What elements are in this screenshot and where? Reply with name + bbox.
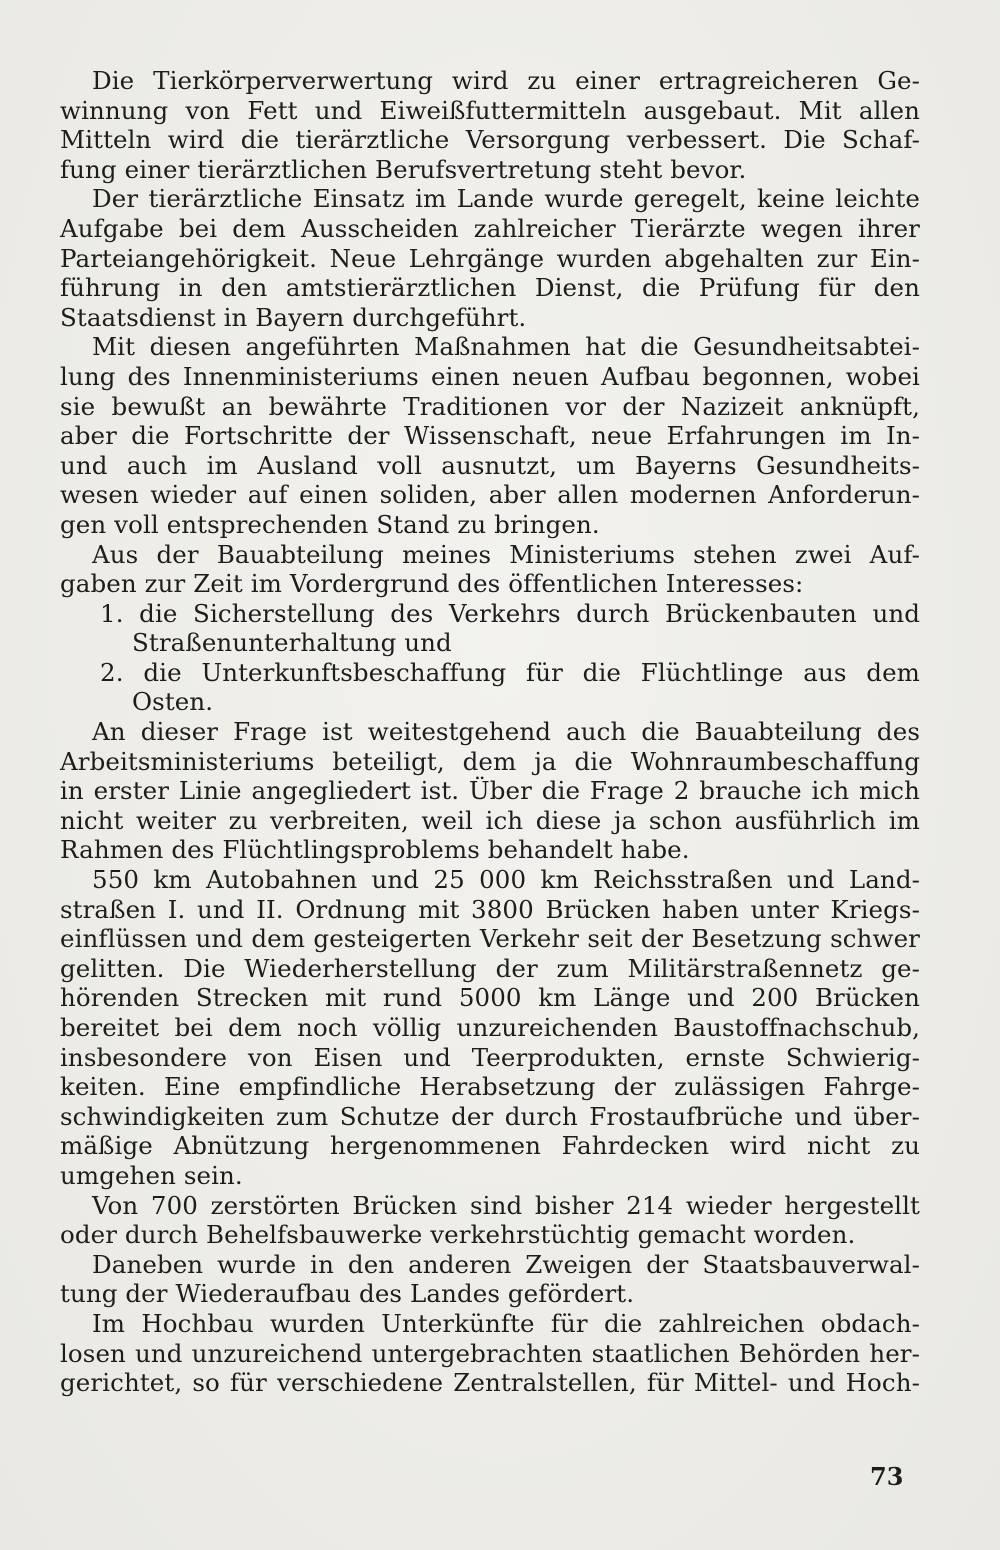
text-line: winnung von Fett und Eiweißfuttermitteln ausgebaut. Mit allen	[60, 95, 920, 125]
text-line: Osten.	[132, 687, 214, 717]
text-line: insbesondere von Eisen und Teerprodukten, ernste Schwierig-	[60, 1042, 920, 1072]
text-line: Daneben wurde in den anderen Zweigen der Staatsbauverwal-	[92, 1249, 920, 1279]
text-line: keiten. Eine empfindliche Herabsetzung der zulässigen Fahrge-	[60, 1072, 920, 1102]
text-line: straßen I. und II. Ordnung mit 3800 Brücken haben unter Kriegs-	[60, 894, 920, 924]
text-line: aber die Fortschritte der Wissenschaft, neue Erfahrungen im In-	[60, 421, 920, 451]
text-line: oder durch Behelfsbauwerke verkehrstüchtig gemacht worden.	[60, 1220, 856, 1250]
text-line: Mit diesen angeführten Maßnahmen hat die Gesundheitsabtei-	[92, 332, 920, 362]
text-line: Im Hochbau wurden Unterkünfte für die zahlreichen obdach-	[92, 1308, 920, 1338]
text-line: Rahmen des Flüchtlingsproblems behandelt habe.	[60, 835, 690, 865]
text-line: losen und unzureichend untergebrachten staatlichen Behörden her-	[60, 1338, 920, 1368]
text-line: Arbeitsministeriums beteiligt, dem ja die Wohnraumbeschaffung	[60, 746, 920, 776]
text-line: hörenden Strecken mit rund 5000 km Länge und 200 Brücken	[60, 983, 920, 1013]
text-line: Die Tierkörperverwertung wird zu einer ertragreicheren Ge-	[92, 66, 920, 95]
text-line: tung der Wiederaufbau des Landes gefördert.	[60, 1279, 635, 1309]
text-line: bereitet bei dem noch völlig unzureichenden Baustoffnachschub,	[60, 1013, 920, 1042]
text-line: schwindigkeiten zum Schutze der durch Frostaufbrüche und über-	[60, 1101, 920, 1131]
text-line: fung einer tierärztlichen Berufsvertretung steht bevor.	[60, 154, 747, 184]
text-line: mäßige Abnützung hergenommenen Fahrdecken wird nicht zu	[60, 1131, 920, 1161]
text-line: Parteiangehörigkeit. Neue Lehrgänge wurden abgehalten zur Ein-	[60, 243, 920, 273]
text-line: gelitten. Die Wiederherstellung der zum Militärstraßennetz ge-	[60, 953, 920, 983]
text-line: einflüssen und dem gesteigerten Verkehr seit der Besetzung schwer	[60, 924, 920, 954]
text-line: umgehen sein.	[60, 1160, 243, 1190]
text-line: Mitteln wird die tierärztliche Versorgung verbessert. Die Schaf-	[60, 125, 920, 155]
text-line: 550 km Autobahnen und 25 000 km Reichsstraßen und Land-	[92, 865, 920, 895]
text-line: nicht weiter zu verbreiten, weil ich diese ja schon ausführlich im	[60, 805, 920, 835]
text-line: 2. die Unterkunftsbeschaffung für die Flüchtlinge aus dem	[100, 657, 920, 687]
body-text	[60, 66, 920, 1398]
text-line: in erster Linie angegliedert ist. Über die Frage 2 brauche ich mich	[60, 776, 920, 806]
text-line: 1. die Sicherstellung des Verkehrs durch Brückenbauten und	[100, 598, 920, 628]
text-line: Der tierärztliche Einsatz im Lande wurde geregelt, keine leichte	[92, 184, 920, 214]
text-line: gaben zur Zeit im Vordergrund des öffentlichen Interesses:	[60, 569, 804, 599]
text-line: Staatsdienst in Bayern durchgeführt.	[60, 302, 527, 332]
text-line: wesen wieder auf einen soliden, aber allen modernen Anforderun-	[60, 480, 920, 510]
text-line: An dieser Frage ist weitestgehend auch die Bauabteilung des	[92, 717, 920, 747]
text-line: Aufgabe bei dem Ausscheiden zahlreicher Tierärzte wegen ihrer	[60, 213, 920, 243]
text-line: gen voll entsprechenden Stand zu bringen.	[60, 509, 600, 539]
text-line: lung des Innenministeriums einen neuen Aufbau begonnen, wobei	[60, 361, 920, 391]
text-line: sie bewußt an bewährte Traditionen vor der Nazizeit anknüpft,	[60, 391, 920, 421]
text-line: führung in den amtstierärztlichen Dienst, die Prüfung für den	[60, 273, 920, 303]
page-number: 73	[870, 1462, 904, 1491]
text-line: und auch im Ausland voll ausnutzt, um Bayerns Gesundheits-	[60, 450, 920, 480]
text-line: gerichtet, so für verschiedene Zentralstellen, für Mittel- und Hoch-	[60, 1368, 920, 1398]
text-line: Von 700 zerstörten Brücken sind bisher 214 wieder hergestellt	[92, 1190, 920, 1220]
text-line: Straßenunterhaltung und	[132, 628, 452, 658]
text-line: Aus der Bauabteilung meines Ministeriums stehen zwei Auf-	[92, 539, 920, 569]
